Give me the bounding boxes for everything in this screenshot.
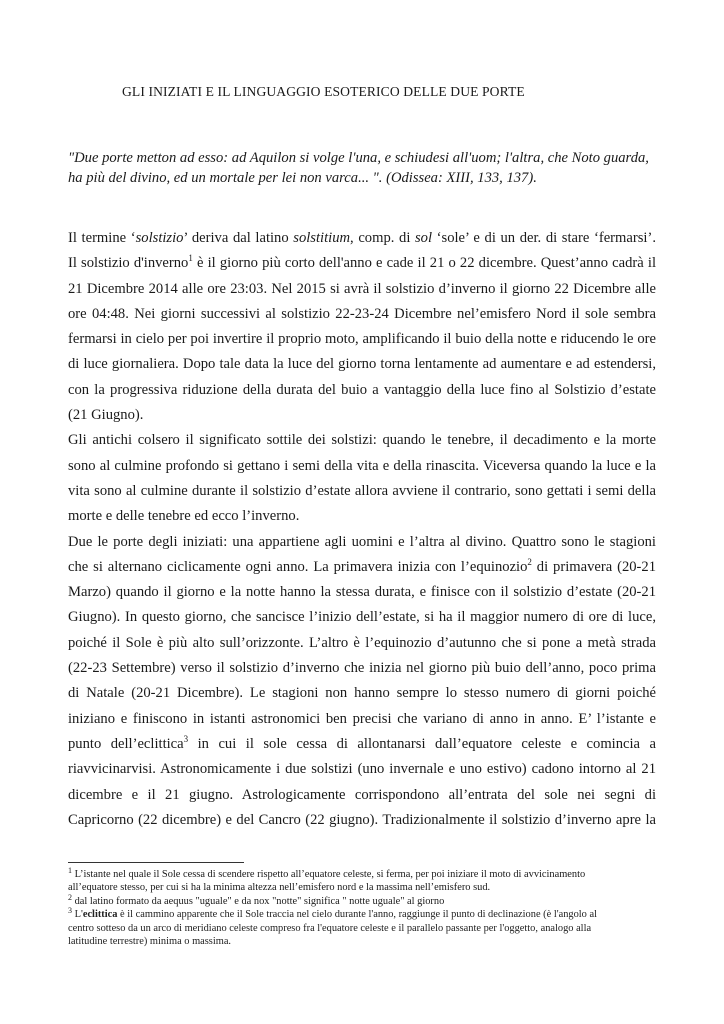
body-line (68, 732, 656, 757)
body-line: di Natale (20-21 Dicembre). Le stagioni non hanno sempre lo stesso numero di giorni poiché (68, 685, 656, 702)
text-run: di primavera (20-21 (531, 558, 656, 575)
body-line: Giugno). In questo giorno, che sancisce l’inizio dell’estate, si ha il maggior numero di ore di luce, (68, 609, 656, 626)
body-line: Marzo) quando il giorno e la notte hanno la stessa durata, e finisce con il solstizio d’estate (20-21 (68, 584, 656, 601)
text-run: L' (72, 909, 83, 921)
body-line: Capricorno (22 dicembre) e del Cancro (22 giugno). Tradizionalmente il solstizio d’inverno apre la (68, 811, 656, 828)
footnote-separator (68, 862, 244, 863)
text-run: è il giorno più corto dell'anno e cade il 21 o 22 dicembre. Quest’anno cadrà il (192, 255, 656, 272)
text-run: Il termine ‘ (68, 230, 136, 246)
footnote-line: all’equatore stesso, per cui si ha la minima altezza nell’emisfero nord e la massima nell’emisfero sud. (68, 882, 491, 894)
italic-term: sol (415, 230, 433, 246)
quote-line: "Due porte metton ad esso: ad Aquilon si volge l'una, e schiudesi all'uom; l'altra, che Noto guarda, (68, 150, 649, 166)
italic-term: solstitium (293, 230, 351, 246)
body-line: iniziano e finiscono in istanti astronomici ben precisi che variano di anno in anno. E’ l’istante e (68, 710, 656, 727)
footnote-3 (68, 908, 658, 948)
footnote-ref[interactable]: 2 (527, 556, 532, 567)
body-text (68, 226, 656, 833)
footnote-line: latitudine terrestre) minima o massima. (68, 936, 232, 948)
body-line: poiché il Sole è più alto sull’orizzonte. L’altro è l’equinozio d’autunno che si pone a metà strada (68, 634, 656, 651)
body-line: 21 Dicembre 2014 alle ore 23:03. Nel 2015 si avrà il solstizio d’inverno il giorno 22 Dicembre alle (68, 280, 656, 297)
body-line: Gli antichi colsero il significato sottile dei solstizi: quando le tenebre, il decadimento e la morte (68, 432, 656, 449)
text-run: L’istante nel quale il Sole cessa di scendere rispetto all’equatore celeste, si ferma, per poi iniziare il moto di avvicinamento (72, 869, 586, 880)
bold-term: eclittica (82, 909, 118, 921)
footnote-2 (68, 892, 658, 908)
body-line: (21 Giugno). (68, 407, 144, 424)
body-line: riavvicinarvisi. Astronomicamente i due solstizi (uno invernale e uno estivo) cadono intorno al 21 (68, 761, 656, 778)
epigraph-quote (68, 148, 658, 188)
footnote-line (68, 892, 658, 908)
body-line: di luce giornaliera. Dopo tale data la luce del giorno torna lentamente ad aumentare e ad estendersi, (68, 356, 656, 373)
footnote-ref[interactable]: 1 (188, 253, 193, 264)
body-line: con la progressiva riduzione della durata del buio a vantaggio della luce fino al Solstizio d’estate (68, 381, 656, 398)
text-run: dal latino formato da aequus "uguale" e da nox "notte" significa " notte uguale" al giorno (72, 895, 445, 907)
text-run: punto dell’eclittica (68, 735, 184, 752)
body-line: ore 04:48. Nei giorni successivi al solstizio 22-23-24 Dicembre nel’emisfero Nord il sole sembra (68, 305, 656, 322)
text-run: che si alternano ciclicamente ogni anno. La primavera inizia con l’equinozio (68, 558, 528, 575)
body-line: sono al culmine profondo si gettano i semi della vita e della rinascita. Viceversa quando la luce e la (68, 457, 656, 474)
footnote-1 (68, 868, 658, 895)
body-line: dicembre e il 21 giugno. Astrologicamente corrispondono all’entrata del sole nei segni di (68, 786, 656, 803)
page-title: GLI INIZIATI E IL LINGUAGGIO ESOTERICO DELLE DUE PORTE (122, 84, 525, 99)
footnote-number: 1 (68, 866, 72, 875)
footnote-line (68, 868, 658, 881)
body-line: morte e delle tenebre ed ecco l’inverno. (68, 508, 300, 525)
italic-term: solstizio (135, 230, 184, 246)
body-line: fermarsi in cielo per poi invertire il proprio moto, amplificando il buio della notte e riducendo le ore (68, 331, 656, 348)
text-run: è il cammino apparente che il Sole traccia nel cielo durante l'anno, raggiunge il punto di declinazione (è l'angolo al (117, 909, 597, 921)
text-run: ‘sole’ e di un der. di stare ‘fermarsi’. (432, 230, 656, 246)
quote-line: ha più del divino, ed un mortale per lei non varca... ". (Odissea: XIII, 133, 137). (68, 170, 537, 186)
footnote-line: centro sotteso da un arco di meridiano celeste compreso fra l'equatore celeste e il parallelo passante per l'oggetto, analogo alla (68, 922, 592, 934)
footnote-number: 2 (68, 892, 72, 902)
text-run: , comp. di (350, 230, 415, 246)
footnote-ref[interactable]: 3 (183, 733, 189, 744)
text-run: ’ deriva dal latino (183, 230, 294, 246)
body-line: vita sono al culmine durante il solstizio d’estate allora avviene il contrario, sono gettati i semi della (68, 482, 656, 499)
body-line (68, 555, 656, 580)
footnote-number: 3 (68, 906, 72, 916)
footnotes (68, 868, 658, 948)
footnote-line (68, 908, 658, 921)
text-run: in cui il sole cessa di allontanarsi dall’equatore celeste e comincia a (188, 735, 656, 752)
body-line (68, 226, 656, 251)
body-line (68, 251, 656, 276)
text-run: Il solstizio d'inverno (68, 255, 189, 272)
body-line: Due le porte degli iniziati: una appartiene agli uomini e l’altra al divino. Quattro sono le stagioni (68, 533, 656, 550)
body-line: (22-23 Settembre) verso il solstizio d’inverno che inizia nel giorno più buio dell’anno, poco prima (68, 660, 656, 677)
